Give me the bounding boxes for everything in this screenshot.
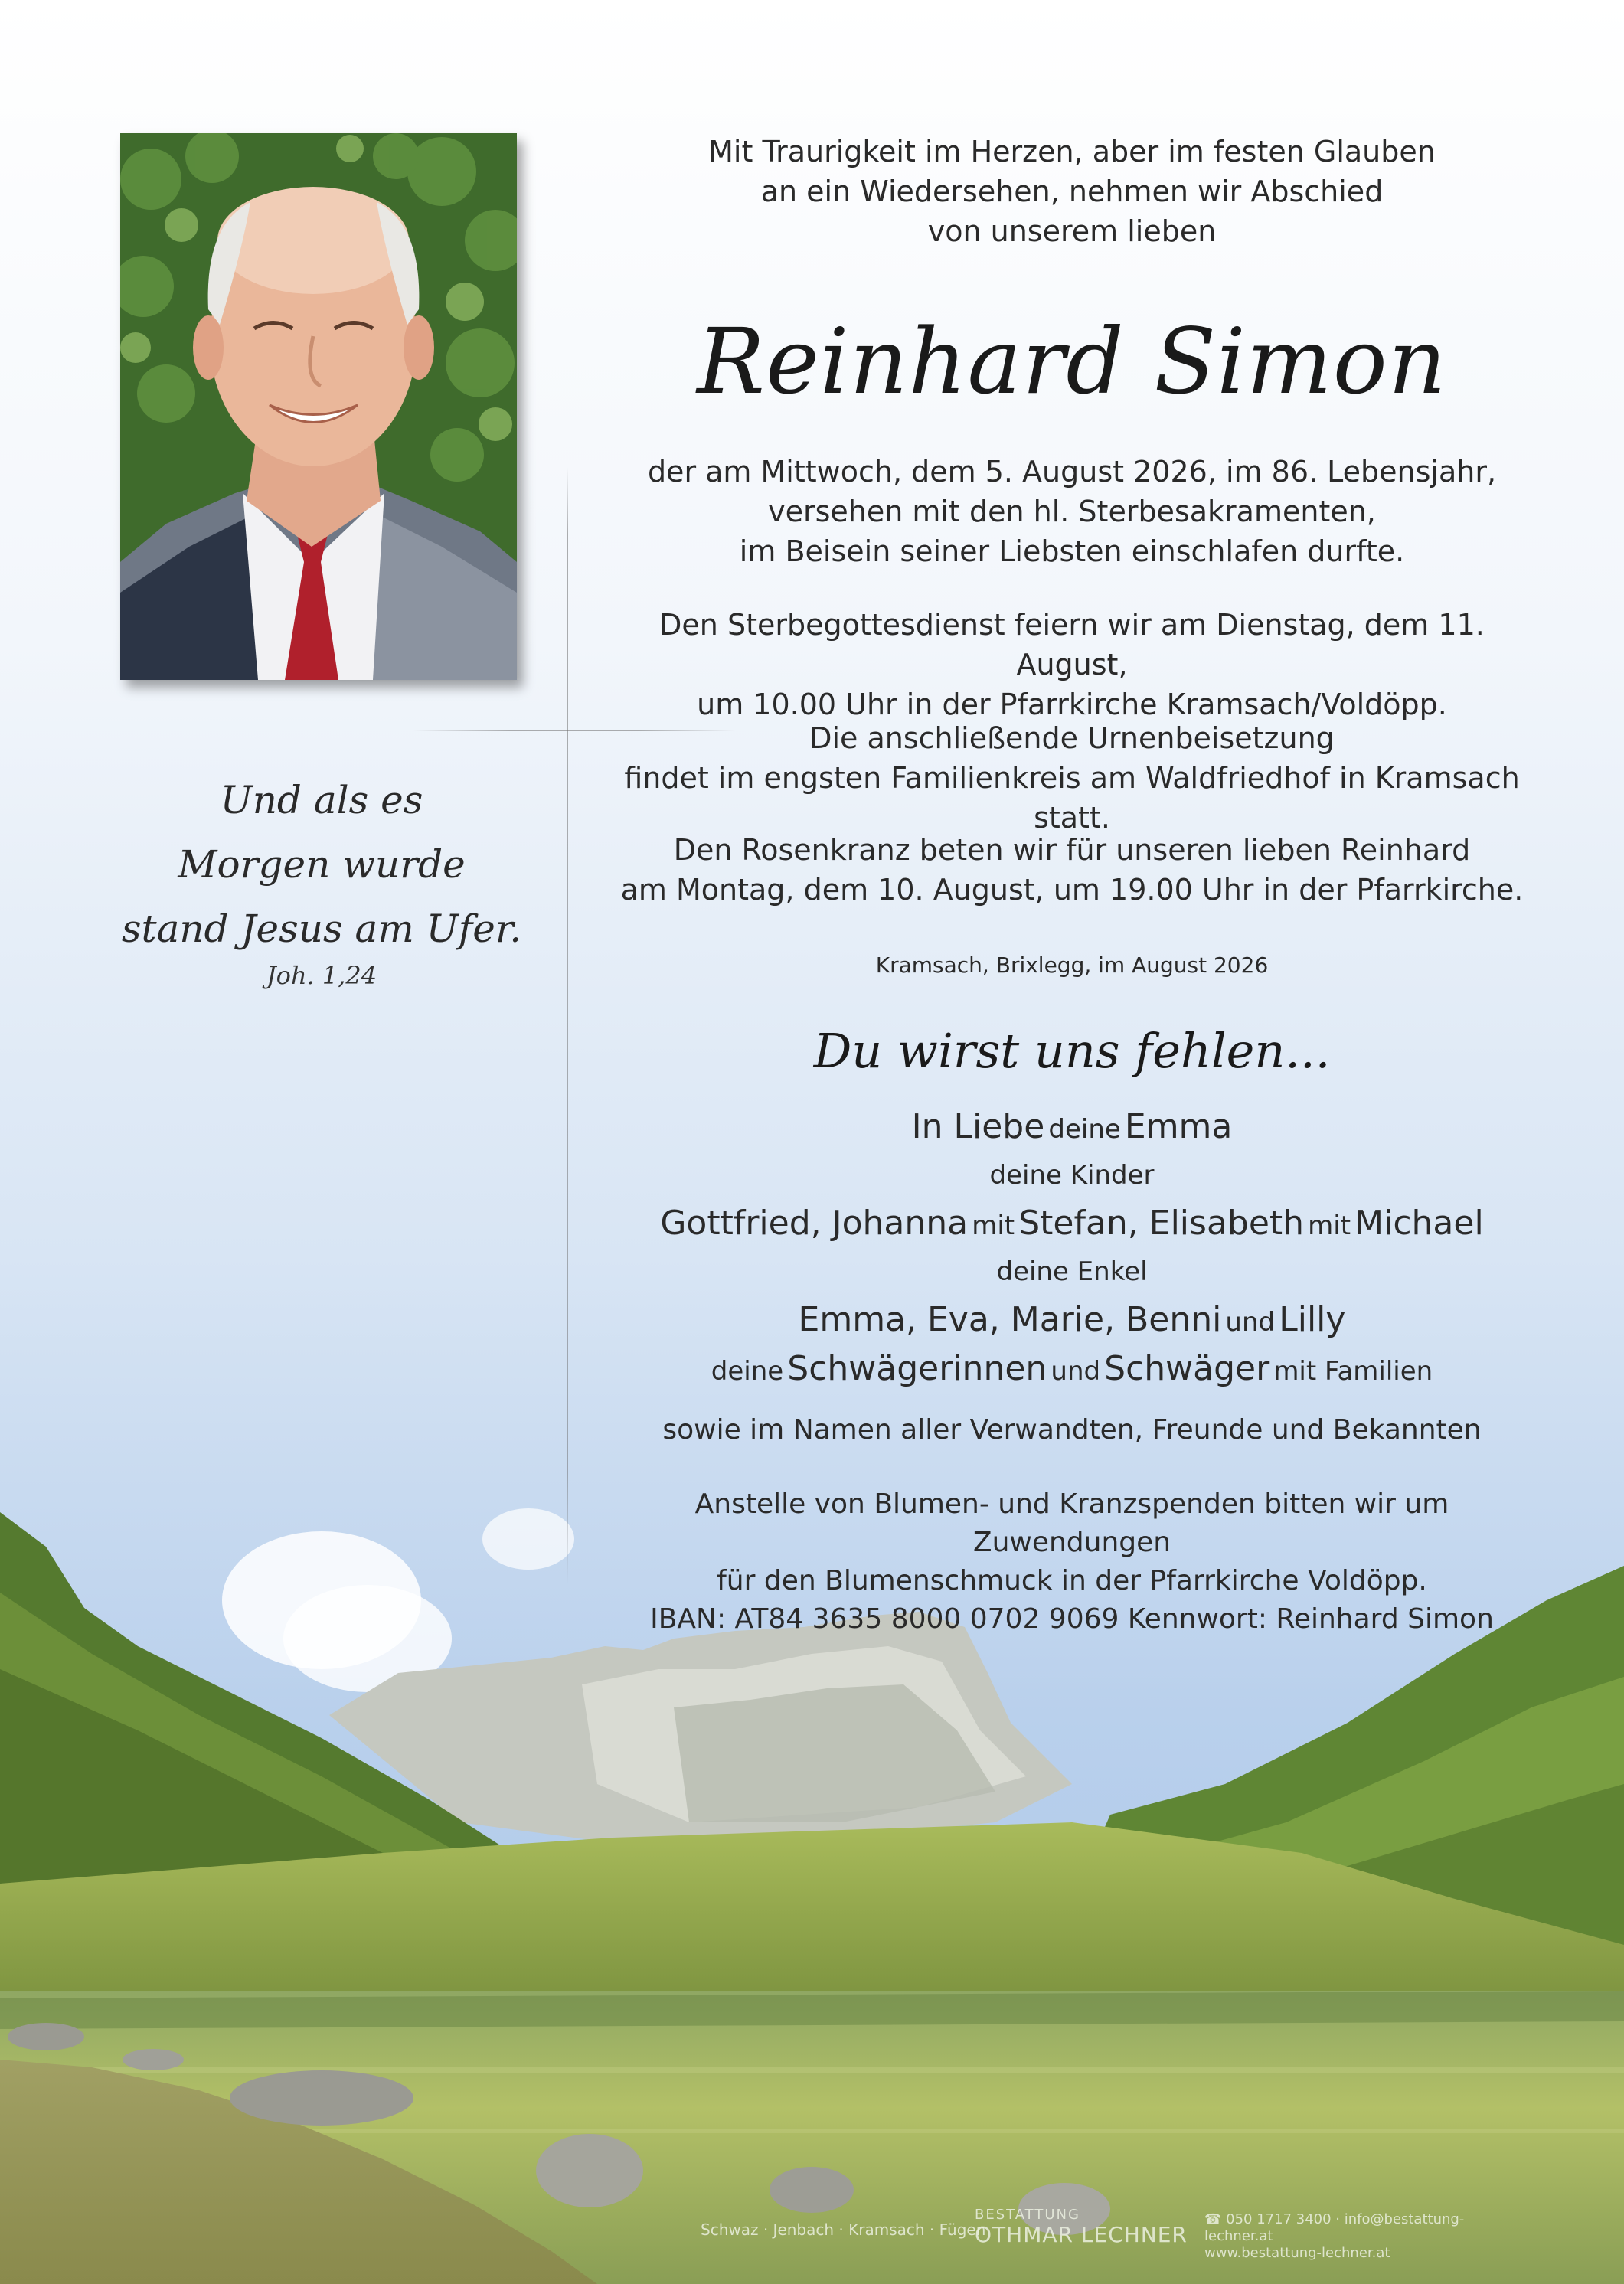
- text-line: der am Mittwoch, dem 5. August 2026, im 86. Lebensjahr,: [647, 455, 1497, 488]
- verse-line: stand Jesus am Ufer.: [121, 907, 522, 951]
- text-line: Den Sterbegottesdienst feiern wir am Dienstag, dem 11. August,: [659, 608, 1485, 681]
- rosary-text: [605, 830, 1539, 910]
- farewell-heading: Du wirst uns fehlen...: [813, 1023, 1331, 1079]
- cross-vertical-line: [567, 467, 568, 1585]
- footer-brand-name: OTHMAR LECHNER: [975, 2222, 1188, 2247]
- text-line: Die anschließende Urnenbeisetzung: [809, 721, 1335, 755]
- bible-verse-reference: Joh. 1,24: [266, 961, 377, 990]
- text-line: versehen mit den hl. Sterbesakramenten,: [768, 495, 1376, 528]
- family-label-children: deine Kinder: [989, 1160, 1155, 1191]
- relatives-text: sowie im Namen aller Verwandten, Freunde und Bekannten: [662, 1414, 1482, 1446]
- death-notice-text: [605, 452, 1539, 571]
- text-line: für den Blumenschmuck in der Pfarrkirche Voldöpp.: [717, 1565, 1427, 1596]
- bible-verse: [84, 768, 559, 961]
- text-line: im Beisein seiner Liebsten einschlafen durfte.: [739, 534, 1405, 568]
- intro-line: von unserem lieben: [927, 214, 1217, 248]
- verse-line: Morgen wurde: [178, 842, 466, 887]
- portrait-photo: [120, 133, 517, 680]
- family-line-children: Gottfried, Johanna mit Stefan, Elisabeth mit Michael: [660, 1204, 1484, 1243]
- text-line: um 10.00 Uhr in der Pfarrkirche Kramsach/Voldöpp.: [697, 688, 1447, 721]
- text-line: am Montag, dem 10. August, um 19.00 Uhr in der Pfarrkirche.: [620, 873, 1524, 907]
- burial-text: [605, 718, 1539, 838]
- family-line-in-laws: deine Schwägerinnen und Schwäger mit Familien: [711, 1349, 1433, 1388]
- text-line: Anstelle von Blumen- und Kranzspenden bitten wir um Zuwendungen: [694, 1488, 1449, 1558]
- place-and-date: Kramsach, Brixlegg, im August 2026: [875, 952, 1269, 978]
- intro-line: an ein Wiedersehen, nehmen wir Abschied: [760, 175, 1384, 208]
- footer-locations: Schwaz · Jenbach · Kramsach · Fügen: [701, 2220, 986, 2239]
- intro-text: [605, 132, 1539, 251]
- text-line: Den Rosenkranz beten wir für unseren lieben Reinhard: [673, 833, 1471, 867]
- deceased-name: Reinhard Simon: [697, 309, 1447, 414]
- footer-brand-label: BESTATTUNG: [975, 2207, 1080, 2223]
- footer-contact: [1204, 2211, 1512, 2262]
- family-line-spouse: In Liebe deine Emma: [911, 1107, 1233, 1146]
- funeral-home-footer: [701, 2207, 1512, 2260]
- intro-line: Mit Traurigkeit im Herzen, aber im festen Glauben: [708, 135, 1436, 168]
- iban-line: IBAN: AT84 3635 8000 0702 9069 Kennwort: Reinhard Simon: [650, 1603, 1494, 1635]
- family-label-grandchildren: deine Enkel: [996, 1256, 1148, 1287]
- footer-website: www.bestattung-lechner.at: [1204, 2245, 1390, 2261]
- family-line-grandchildren: Emma, Eva, Marie, Benni und Lilly: [798, 1300, 1346, 1339]
- verse-line: Und als es: [220, 778, 423, 822]
- footer-phone-email: ☎ 050 1717 3400 · info@bestattung-lechner.at: [1204, 2211, 1465, 2244]
- text-line: findet im engsten Familienkreis am Waldfriedhof in Kramsach statt.: [624, 761, 1520, 835]
- funeral-service-text: [605, 605, 1539, 724]
- donation-text: [605, 1485, 1539, 1639]
- family-list: [605, 1103, 1539, 1394]
